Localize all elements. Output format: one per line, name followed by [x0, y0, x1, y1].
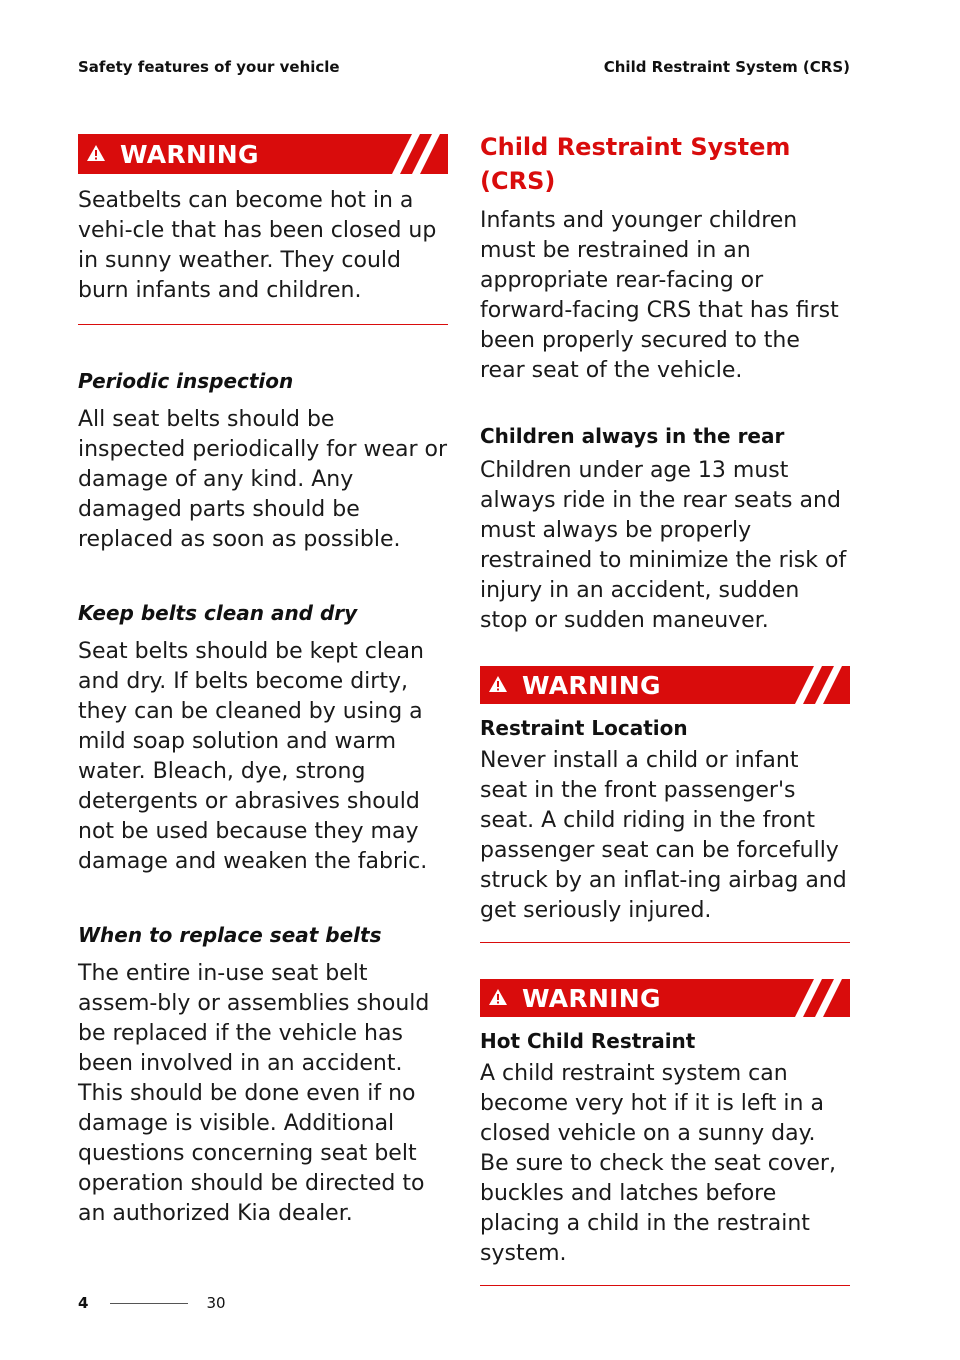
intro-text: Infants and younger children must be restrained in an appropriate rear-facing or forward-facing CRS that has first been properly secured to the rear seat of the vehicle. — [480, 208, 839, 383]
warning-title: Restraint Location — [480, 716, 688, 740]
section-heading: Keep belts clean and dry — [78, 601, 358, 625]
left-column — [78, 134, 448, 1229]
warning-body: Never install a child or infant seat in the front passenger's seat. A child riding in the front passenger seat can be forcefully struck by an inflat-ing airbag and get seriously injured. — [480, 748, 847, 923]
section-body: The entire in-use seat belt assem-bly or assemblies should be replaced if the vehicle has been involved in an accident. This should be done even if no damage is visible. Additional questions concerning seat belt operation should be directed to an authorized Kia dealer. — [78, 961, 430, 1226]
warning-label: WARNING — [522, 983, 661, 1013]
section-body: Seat belts should be kept clean and dry. If belts become dirty, they can be cleaned by using a mild soap solution and warm water. Bleach, dye, strong detergents or abrasives should not be used because they may damage and weaken the fabric. — [78, 639, 428, 874]
section-heading: When to replace seat belts — [78, 923, 382, 947]
page-section-title: Child Restraint System (CRS) — [480, 133, 791, 195]
running-header-right: Child Restraint System (CRS) — [603, 58, 850, 76]
section-body: All seat belts should be inspected periodically for wear or damage of any kind. Any damaged parts should be replaced as soon as possible. — [78, 407, 448, 552]
warning-end-rule — [480, 1285, 850, 1286]
warning-stripes-decoration — [770, 979, 850, 1017]
warning-banner — [480, 666, 850, 704]
page-number: 30 — [206, 1294, 226, 1312]
warning-triangle-icon — [86, 143, 108, 165]
warning-triangle-icon — [488, 987, 510, 1009]
section-number: 4 — [78, 1294, 89, 1312]
warning-label: WARNING — [120, 139, 259, 169]
warning-triangle-icon — [488, 674, 510, 696]
page-footer — [78, 1294, 226, 1312]
warning-banner — [480, 979, 850, 1017]
warning-stripes-decoration — [368, 134, 448, 174]
sub-body: Children under age 13 must always ride in the rear seats and must always be properly restrained to minimize the risk of injury in an accident, sudden stop or sudden maneuver. — [480, 458, 847, 633]
section-heading: Periodic inspection — [78, 369, 294, 393]
warning-end-rule — [78, 324, 448, 325]
warning-text: Seatbelts can become hot in a vehi-cle that has been closed up in sunny weather. They could burn infants and children. — [78, 188, 437, 303]
warning-stripes-decoration — [770, 666, 850, 704]
warning-label: WARNING — [522, 670, 661, 700]
warning-title: Hot Child Restraint — [480, 1029, 696, 1053]
right-column — [480, 130, 850, 1286]
running-header-left: Safety features of your vehicle — [78, 58, 340, 76]
footer-divider — [110, 1303, 188, 1304]
warning-banner — [78, 134, 448, 174]
sub-heading: Children always in the rear — [480, 424, 785, 448]
warning-end-rule — [480, 942, 850, 943]
warning-body: A child restraint system can become very hot if it is left in a closed vehicle on a sunny day. Be sure to check the seat cover, buckles and latches before placing a child in the restraint system. — [480, 1061, 836, 1266]
